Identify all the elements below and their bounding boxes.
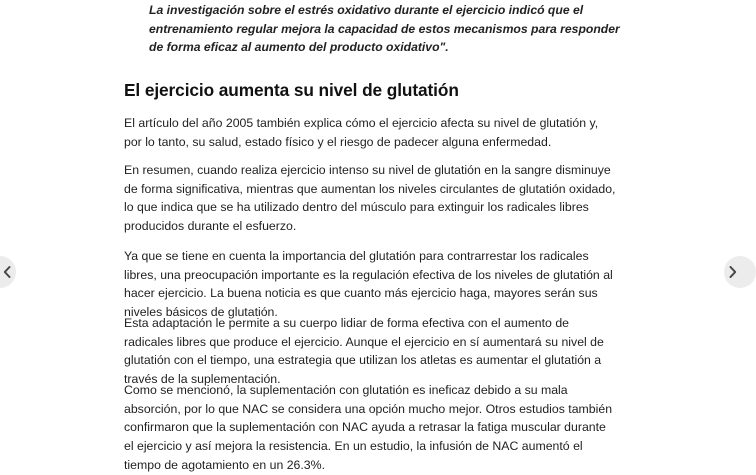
paragraph: En resumen, cuando realiza ejercicio intenso su nivel de glutatión en la sangre disminuye de forma significativa, mientras que aumentan los niveles circulantes de glutatión oxidado, lo que indica que se ha utilizado dentro del músculo para extinguir los radicales libres producidos durante el esfuerzo.: [124, 163, 616, 234]
quote-text: La investigación sobre el estrés oxidativo durante el ejercicio indicó que el entrenamiento regular mejora la capacidad de estos mecanismos para responder de forma eficaz al aumento del producto oxidativo".: [149, 3, 620, 54]
paragraph: Esta adaptación le permite a su cuerpo lidiar de forma efectiva con el aumento de radicales libres que produce el ejercicio. Aunque el ejercicio en sí aumentará su nivel de glutatión con el tiempo, una estrategia que utilizan los atletas es aumentar el glutatión a través de la suplementación.: [124, 316, 604, 387]
paragraph: Como se mencionó, la suplementación con glutatión es ineficaz debido a su mala absorción, por lo que NAC se considera una opción mucho mejor. Otros estudios también confirmaron que la suplementación con NAC ayuda a retrasar la fatiga muscular durante el ejercicio y así mejora la resistencia. En un estudio, la infusión de NAC aumentó el tiempo de agotamiento en un 26.3%.: [124, 383, 613, 472]
article: [124, 0, 622, 472]
paragraph: El artículo del año 2005 también explica cómo el ejercicio afecta su nivel de glutatión y, por lo tanto, su salud, estado físico y el riesgo de padecer alguna enfermedad.: [124, 116, 599, 149]
chevron-right-icon: [729, 266, 751, 278]
next-button[interactable]: [724, 256, 756, 288]
article-quote: [149, 0, 622, 57]
chevron-left-icon: [0, 266, 11, 278]
section-heading: El ejercicio aumenta su nivel de glutatión: [124, 80, 459, 100]
paragraph: Ya que se tiene en cuenta la importancia del glutatión para contrarrestar los radicales libres, una preocupación importante es la regulación efectiva de los niveles de glutatión al hacer ejercicio. La buena noticia es que cuanto más ejercicio haga, mayores serán sus niveles básicos de glutatión.: [124, 249, 613, 320]
previous-button[interactable]: [0, 256, 16, 288]
